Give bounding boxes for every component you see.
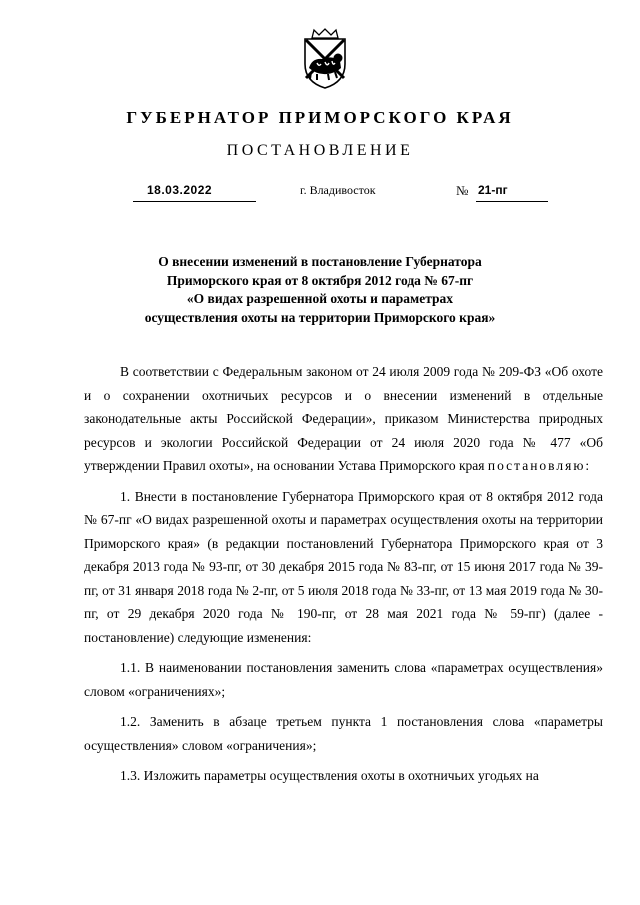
resolve-word: постановляю: xyxy=(487,458,592,473)
document-city: г. Владивосток xyxy=(300,183,376,197)
clause-1-1: 1.1. В наименовании постановления заменить слова «параметрах осуществления» словом «ограничениях»; xyxy=(84,660,603,699)
title-line: О внесении изменений в постановление Губернатора xyxy=(158,254,482,269)
number-label: № xyxy=(456,183,469,198)
document-type: ПОСТАНОВЛЕНИЕ xyxy=(226,142,414,159)
clause-1: 1. Внести в постановление Губернатора Приморского края от 8 октября 2012 года № 67-пг «О видах разрешенной охоты и параметрах осуществления охоты на территории Приморского края» (в редакции постановлений Губернатора Приморского края от 3 декабря 2013 года № 93-пг, от 30 декабря 2015 года № 83-пг, от 15 июня 2017 года № 39-пг, от 31 января 2018 года № 2-пг, от 5 июля 2018 года № 33-пг, от 13 мая 2019 года № 30-пг, от 29 декабря 2020 года № 190-пг, от 28 мая 2021 года № 59-пг) (далее - постановление) следующие изменения: xyxy=(84,488,603,645)
title-line: осуществления охоты на территории Приморского края» xyxy=(144,309,496,325)
date-field xyxy=(133,183,256,202)
issuing-authority: ГУБЕРНАТОР ПРИМОРСКОГО КРАЯ xyxy=(126,108,514,127)
number-field xyxy=(476,183,548,202)
document-body xyxy=(84,360,603,795)
preamble-paragraph xyxy=(84,360,603,478)
coat-of-arms-icon xyxy=(300,28,350,90)
preamble-text: В соответствии с Федеральным законом от 24 июля 2009 года № 209-ФЗ «Об охоте и о сохранении охотничьих ресурсов и о внесении изменений в отдельные законодательные акты Российской Федерации», приказом Министерства природных ресурсов и экологии Российской Федерации от 24 июля 2020 года № 477 «Об утверждении Правил охоты», на основании Устава Приморского края xyxy=(84,364,603,473)
document-date: 18.03.2022 xyxy=(147,183,213,197)
title-line: «О видах разрешенной охоты и параметрах xyxy=(186,291,454,306)
title-line: Приморского края от 8 октября 2012 года № 67-пг xyxy=(166,272,474,288)
clause-1-3: 1.3. Изложить параметры осуществления охоты в охотничьих угодьях на xyxy=(120,768,539,783)
document-title xyxy=(60,253,580,327)
document-number: 21-пг xyxy=(478,183,508,197)
clause-1-2: 1.2. Заменить в абзаце третьем пункта 1 постановления слова «параметры осуществления» словом «ограничения»; xyxy=(84,714,603,753)
